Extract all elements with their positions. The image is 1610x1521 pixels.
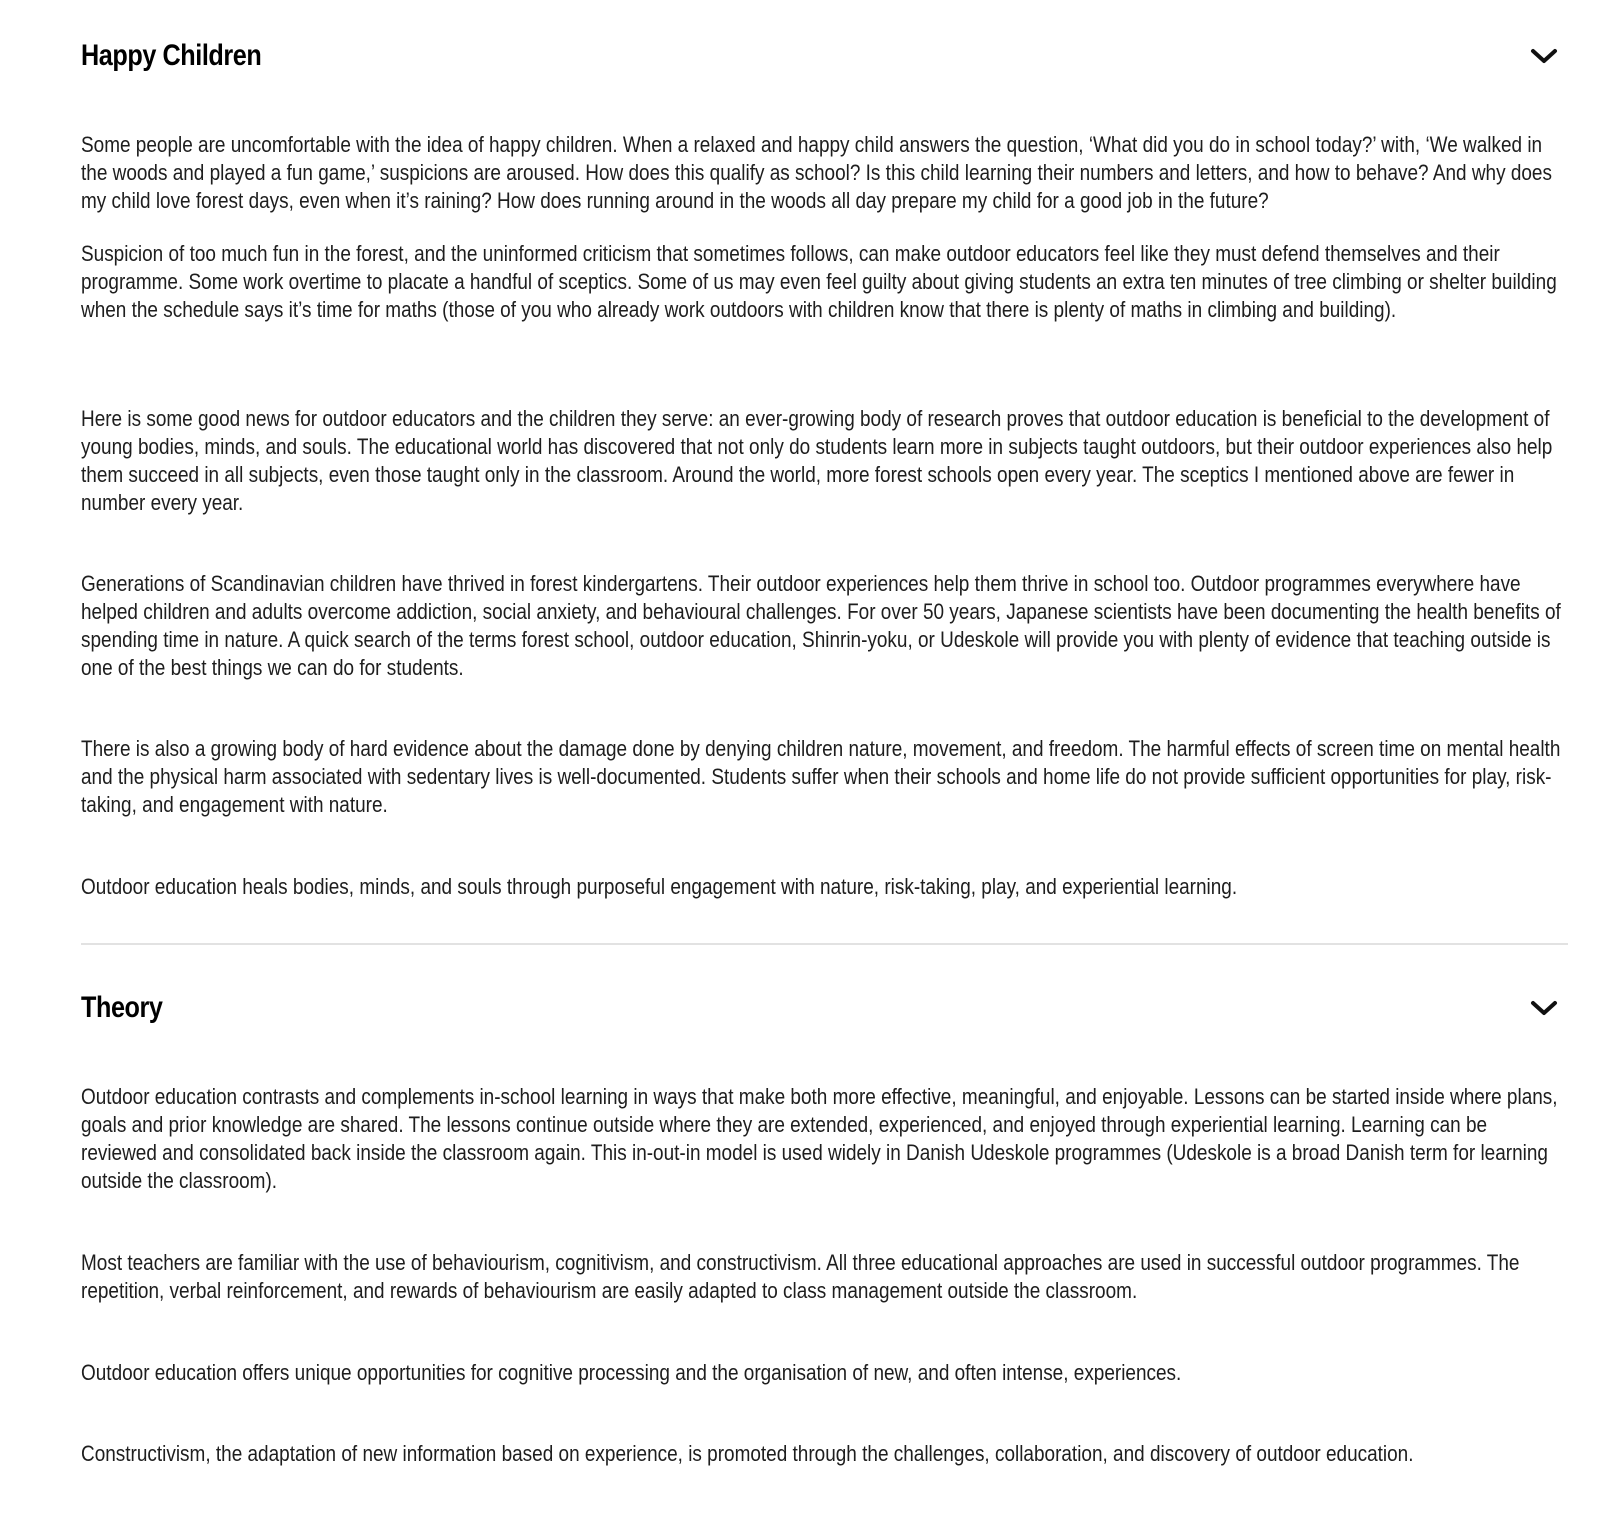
paragraph: Outdoor education heals bodies, minds, and souls through purposeful engagement with nature, risk-taking, play, and experiential learning.	[81, 874, 1238, 899]
paragraph: Some people are uncomfortable with the idea of happy children. When a relaxed and happy child answers the question, ‘What did you do in school today?’ with, ‘We walked in the woods and played a fun game,’ suspicions are aroused. How does this qualify as school? Is this child learning their numbers and letters, and how to behave? And why does my child love forest days, even when it’s raining? How does running around in the woods all day prepare my child for a good job in the future?	[81, 132, 1552, 213]
chevron-down-icon[interactable]	[1527, 991, 1561, 1025]
accordion-header-happy-children[interactable]	[81, 28, 1568, 84]
section-title: Happy Children	[81, 39, 262, 72]
section-divider	[81, 943, 1568, 945]
paragraph: Most teachers are familiar with the use of behaviourism, cognitivism, and constructivism. All three educational approaches are used in successful outdoor programmes. The repetition, verbal reinforcement, and rewards of behaviourism are easily adapted to class management outside the classroom.	[81, 1250, 1520, 1303]
paragraph: Outdoor education contrasts and complements in-school learning in ways that make both more effective, meaningful, and enjoyable. Lessons can be started inside where plans, goals and prior knowledge are shared. The lessons continue outside where they are extended, experienced, and enjoyed through experiential learning. Learning can be reviewed and consolidated back inside the classroom again. This in-out-in model is used widely in Danish Udeskole programmes (Udeskole is a broad Danish term for learning outside the classroom).	[81, 1084, 1558, 1193]
paragraph: Generations of Scandinavian children have thrived in forest kindergartens. Their outdoor experiences help them thrive in school too. Outdoor programmes everywhere have helped children and adults overcome addiction, social anxiety, and behavioural challenges. For over 50 years, Japanese scientists have been documenting the health benefits of spending time in nature. A quick search of the terms forest school, outdoor education, Shinrin-yoku, or Udeskole will provide you with plenty of evidence that teaching outside is one of the best things we can do for students.	[81, 571, 1561, 680]
section-title: Theory	[81, 991, 163, 1024]
accordion-header-theory[interactable]	[81, 980, 1568, 1036]
paragraph: Here is some good news for outdoor educators and the children they serve: an ever-growing body of research proves that outdoor education is beneficial to the development of young bodies, minds, and souls. The educational world has discovered that not only do students learn more in subjects taught outdoors, but their outdoor experiences also help them succeed in all subjects, even those taught only in the classroom. Around the world, more forest schools open every year. The sceptics I mentioned above are fewer in number every year.	[81, 406, 1553, 515]
paragraph: Constructivism, the adaptation of new information based on experience, is promoted through the challenges, collaboration, and discovery of outdoor education.	[81, 1441, 1414, 1466]
paragraph: Outdoor education offers unique opportunities for cognitive processing and the organisation of new, and often intense, experiences.	[81, 1360, 1182, 1385]
paragraph: There is also a growing body of hard evidence about the damage done by denying children nature, movement, and freedom. The harmful effects of screen time on mental health and the physical harm associated with sedentary lives is well-documented. Students suffer when their schools and home life do not provide sufficient opportunities for play, risk-taking, and engagement with nature.	[81, 736, 1561, 817]
chevron-down-icon[interactable]	[1527, 39, 1561, 73]
paragraph: Suspicion of too much fun in the forest, and the uninformed criticism that sometimes follows, can make outdoor educators feel like they must defend themselves and their programme. Some work overtime to placate a handful of sceptics. Some of us may even feel guilty about giving students an extra ten minutes of tree climbing or shelter building when the schedule says it’s time for maths (those of you who already work outdoors with children know that there is plenty of maths in climbing and building).	[81, 241, 1557, 322]
